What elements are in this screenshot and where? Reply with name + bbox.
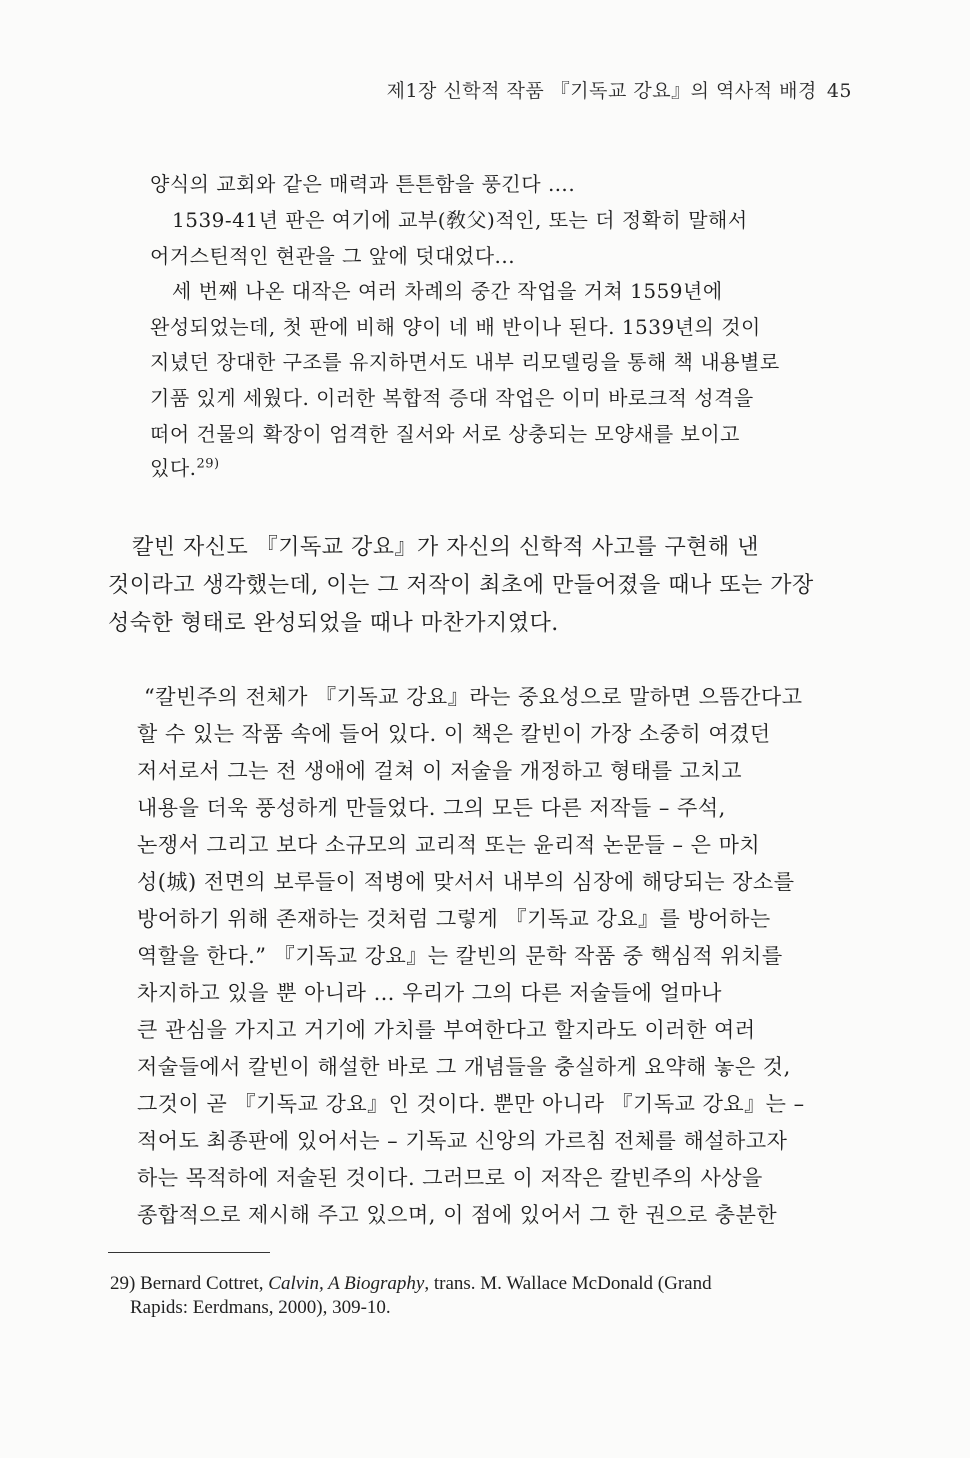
quote2-line: 방어하기 위해 존재하는 것처럼 그렇게 『기독교 강요』를 방어하는: [137, 907, 771, 931]
quote2-line: 종합적으로 제시해 주고 있으며, 이 점에 있어서 그 한 권으로 충분한: [137, 1203, 778, 1227]
body-line: 것이라고 생각했는데, 이는 그 저작이 최초에 만들어졌을 때나 또는 가장: [108, 573, 814, 598]
footnote-29: [110, 1272, 850, 1320]
quote1-line: 어거스틴적인 현관을 그 앞에 덧대었다...: [150, 244, 516, 268]
footnote-number: 29): [110, 1273, 136, 1294]
quote2-line: 적어도 최종판에 있어서는 – 기독교 신앙의 가르침 전체를 해설하고자: [137, 1129, 788, 1153]
running-head: [387, 76, 852, 103]
quote2-line: 저서로서 그는 전 생애에 걸쳐 이 저술을 개정하고 형태를 고치고: [137, 759, 743, 783]
footnote-title: Calvin, A Biography: [268, 1273, 425, 1294]
quote2-line: 큰 관심을 가지고 거기에 가치를 부여한다고 할지라도 이러한 여러: [137, 1018, 756, 1042]
quote2-line: 논쟁서 그리고 보다 소규모의 교리적 또는 윤리적 논문들 – 은 마치: [137, 833, 761, 857]
quote2-line: “칼빈주의 전체가 『기독교 강요』라는 중요성으로 말하면 으뜸간다고: [144, 685, 803, 709]
page-number: 45: [826, 80, 852, 102]
quote1-line: 양식의 교회와 같은 매력과 튼튼함을 풍긴다 ….: [150, 172, 576, 196]
quote2-line: 하는 목적하에 저술된 것이다. 그러므로 이 저작은 칼빈주의 사상을: [137, 1166, 763, 1190]
quote2-line: 그것이 곧 『기독교 강요』인 것이다. 뿐만 아니라 『기독교 강요』는 –: [137, 1092, 805, 1116]
quote1-line: 기품 있게 세웠다. 이러한 복합적 증대 작업은 이미 바로크적 성격을: [150, 386, 754, 410]
quote1-last-line: [150, 452, 220, 481]
quote2-line: 역할을 한다.” 『기독교 강요』는 칼빈의 문학 작품 중 핵심적 위치를: [137, 944, 783, 968]
quote2-line: 저술들에서 칼빈이 해설한 바로 그 개념들을 충실하게 요약해 놓은 것,: [137, 1055, 791, 1079]
chapter-title: 제1장 신학적 작품 『기독교 강요』의 역사적 배경: [386, 80, 817, 102]
body-line: 성숙한 형태로 완성되었을 때나 마찬가지였다.: [108, 611, 559, 636]
quote1-line: 완성되었는데, 첫 판에 비해 양이 네 배 반이나 된다. 1539년의 것이: [150, 315, 761, 339]
quote1-text: 있다.: [150, 456, 197, 480]
quote1-line: 지녔던 장대한 구조를 유지하면서도 내부 리모델링을 통해 책 내용별로: [150, 350, 780, 374]
footnote-divider: [108, 1252, 270, 1253]
footnote-rest: , trans. M. Wallace McDonald (Grand: [424, 1273, 712, 1294]
footnote-ref: 29): [196, 456, 220, 472]
footnote-line-2: Rapids: Eerdmans, 2000), 309-10.: [130, 1297, 391, 1318]
quote1-line: 1539-41년 판은 여기에 교부(敎父)적인, 또는 더 정확히 말해서: [172, 208, 748, 232]
quote1-line: 떠어 건물의 확장이 엄격한 질서와 서로 상충되는 모양새를 보이고: [150, 422, 740, 446]
quote2-line: 내용을 더욱 풍성하게 만들었다. 그의 모든 다른 저작들 – 주석,: [137, 796, 726, 820]
footnote-author: Bernard Cottret,: [140, 1273, 264, 1294]
quote1-line: 세 번째 나온 대작은 여러 차례의 중간 작업을 거쳐 1559년에: [172, 279, 723, 303]
quote2-line: 할 수 있는 작품 속에 들어 있다. 이 책은 칼빈이 가장 소중히 여겼던: [137, 722, 771, 746]
quote2-line: 성(城) 전면의 보루들이 적병에 맞서서 내부의 심장에 해당되는 장소를: [137, 870, 795, 894]
quote2-line: 차지하고 있을 뿐 아니라 … 우리가 그의 다른 저술들에 얼마나: [137, 981, 722, 1005]
body-line: 칼빈 자신도 『기독교 강요』가 자신의 신학적 사고를 구현해 낸: [132, 535, 759, 560]
